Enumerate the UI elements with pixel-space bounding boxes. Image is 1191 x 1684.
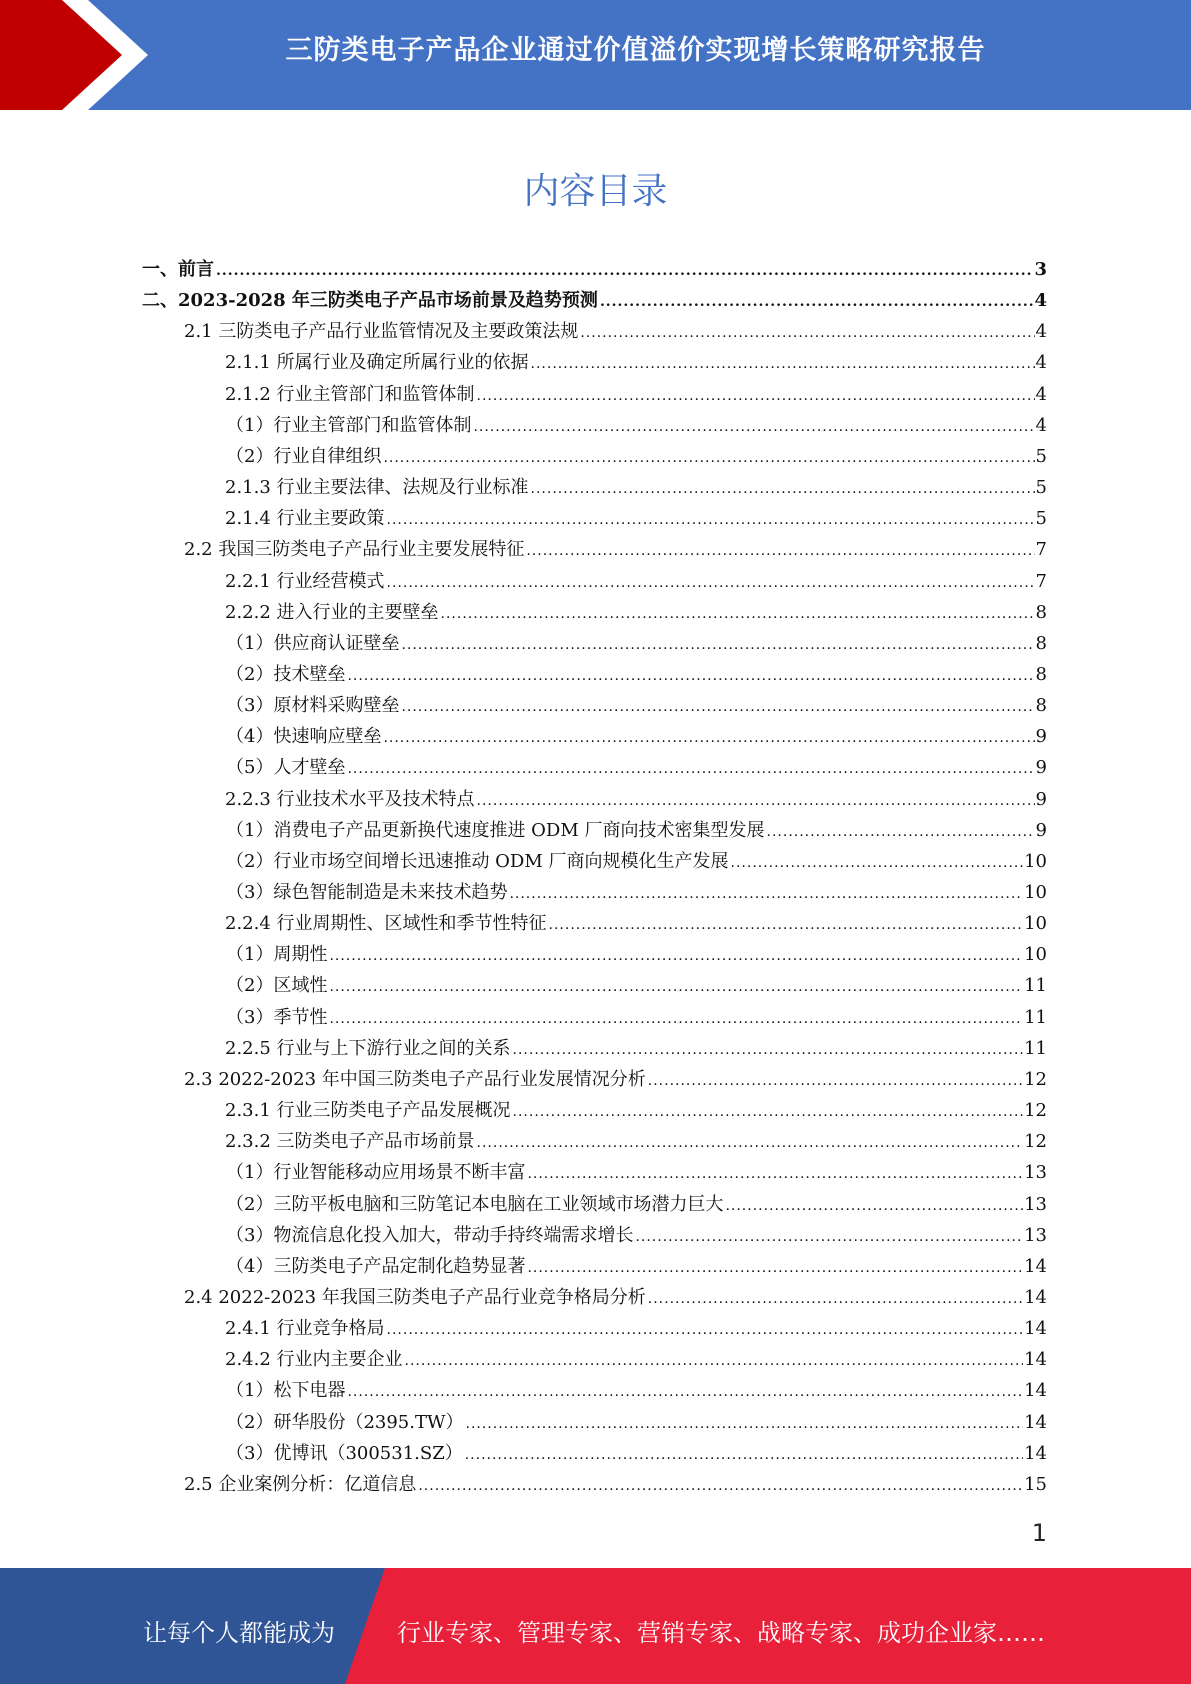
toc-entry[interactable] <box>226 815 1047 846</box>
toc-entry-label: （2）技术壁垒 <box>226 663 346 685</box>
toc-entry-label: （4）快速响应壁垒 <box>226 726 382 748</box>
toc-entry[interactable] <box>226 690 1047 721</box>
toc-dot-leader <box>526 536 1034 567</box>
toc-entry-label: 2.1.3 行业主要法律、法规及行业标准 <box>225 477 529 499</box>
toc-dot-leader <box>531 474 1035 505</box>
toc-entry-label: （1）消费电子产品更新换代速度推进 ODM 厂商向技术密集型发展 <box>226 819 765 841</box>
toc-entry-label: （2）行业市场空间增长迅速推动 ODM 厂商向规模化生产发展 <box>226 850 729 872</box>
toc-entry-label: 2.3.1 行业三防类电子产品发展概况 <box>225 1100 511 1122</box>
toc-dot-leader <box>401 692 1034 723</box>
toc-entry-label: （1）供应商认证壁垒 <box>226 632 400 654</box>
toc-dot-leader <box>387 505 1035 536</box>
toc-entry[interactable] <box>226 1189 1047 1220</box>
page-footer <box>0 1568 1191 1684</box>
toc-entry-label: 2.2.1 行业经营模式 <box>225 570 385 592</box>
toc-entry-page: 4 <box>1035 352 1047 374</box>
toc-entry-label: （3）原材料采购壁垒 <box>226 695 400 717</box>
toc-dot-leader <box>600 287 1034 318</box>
toc-dot-leader <box>347 661 1034 692</box>
toc-entry-page: 13 <box>1024 1193 1047 1215</box>
page-header <box>0 0 1191 110</box>
toc-entry-label: 2.2.5 行业与上下游行业之间的关系 <box>225 1037 511 1059</box>
toc-entry-label: （3）季节性 <box>226 1006 328 1028</box>
report-title: 三防类电子产品企业通过价值溢价实现增长策略研究报告 <box>285 35 986 66</box>
toc-entry[interactable] <box>226 939 1047 970</box>
toc-entry-page: 14 <box>1024 1349 1047 1371</box>
toc-dot-leader <box>466 1409 1024 1440</box>
toc-entry[interactable] <box>226 659 1047 690</box>
toc-dot-leader <box>387 568 1035 599</box>
toc-entry-label: 二、2023-2028 年三防类电子产品市场前景及趋势预测 <box>142 290 598 312</box>
toc-entry-page: 9 <box>1035 757 1047 779</box>
toc-entry-page: 8 <box>1035 632 1047 654</box>
toc-dot-leader <box>383 443 1034 474</box>
toc-heading: 内容目录 <box>523 171 668 212</box>
toc-dot-leader <box>329 941 1023 972</box>
toc-entry-label: （1）松下电器 <box>226 1380 346 1402</box>
toc-dot-leader <box>329 972 1023 1003</box>
toc-entry-page: 9 <box>1035 819 1047 841</box>
toc-entry-page: 7 <box>1035 570 1047 592</box>
toc-entry-page: 8 <box>1035 601 1047 623</box>
toc-entry-page: 7 <box>1035 539 1047 561</box>
toc-dot-leader <box>509 879 1023 910</box>
toc-entry-label: 2.1.2 行业主管部门和监管体制 <box>225 383 475 405</box>
toc-dot-leader <box>635 1222 1023 1253</box>
toc-entry-label: 2.2 我国三防类电子产品行业主要发展特征 <box>184 539 525 561</box>
toc-entry[interactable] <box>225 1344 1047 1375</box>
toc-entry[interactable] <box>225 1095 1047 1126</box>
toc-entry-page: 15 <box>1024 1473 1047 1495</box>
toc-entry-page: 4 <box>1035 321 1047 343</box>
toc-entry-page: 10 <box>1024 882 1047 903</box>
toc-dot-leader <box>383 723 1034 754</box>
toc-entry[interactable] <box>226 1438 1047 1469</box>
toc-entry[interactable] <box>226 1375 1047 1406</box>
toc-dot-leader <box>216 256 1033 287</box>
toc-entry-page: 13 <box>1024 1224 1047 1246</box>
toc-entry-label: （4）三防类电子产品定制化趋势显著 <box>226 1255 526 1277</box>
toc-entry[interactable] <box>225 784 1047 815</box>
toc-entry-page: 8 <box>1035 663 1047 685</box>
toc-entry-page: 12 <box>1024 1100 1047 1122</box>
toc-entry-label: （2）研华股份（2395.TW） <box>226 1411 464 1433</box>
toc-entry[interactable] <box>226 628 1047 659</box>
toc-entry-page: 11 <box>1024 1037 1047 1059</box>
toc-entry-page: 9 <box>1035 726 1047 748</box>
toc-entry-page: 14 <box>1024 1318 1047 1340</box>
toc-dot-leader <box>347 1377 1023 1408</box>
toc-dot-leader <box>580 318 1034 349</box>
toc-entry-page: 4 <box>1035 414 1047 436</box>
toc-entry-label: 2.2.2 进入行业的主要壁垒 <box>225 601 439 623</box>
toc-entry-label: 2.1.4 行业主要政策 <box>225 508 385 530</box>
toc-entry-label: 2.2.3 行业技术水平及技术特点 <box>225 788 475 810</box>
toc-entry-label: 2.4.1 行业竞争格局 <box>225 1318 385 1340</box>
toc-entry-page: 4 <box>1034 290 1047 312</box>
toc-entry[interactable] <box>226 721 1047 752</box>
toc-dot-leader <box>347 754 1034 785</box>
toc-entry[interactable] <box>225 597 1047 628</box>
toc-entry-page: 10 <box>1024 944 1047 966</box>
toc-entry[interactable] <box>226 1157 1047 1188</box>
toc-entry-page: 13 <box>1024 1162 1047 1184</box>
page-number: 1 <box>1031 1519 1047 1547</box>
toc-dot-leader <box>527 1159 1023 1190</box>
toc-dot-leader <box>329 1004 1023 1035</box>
toc-entry-label: 2.1.1 所属行业及确定所属行业的依据 <box>225 352 529 374</box>
toc-entry-label: 2.2.4 行业周期性、区域性和季节性特征 <box>225 913 547 935</box>
toc-dot-leader <box>531 349 1035 380</box>
footer-slogan-left: 让每个人都能成为 <box>143 1619 335 1647</box>
toc-entry-label: （3）物流信息化投入加大，带动手持终端需求增长 <box>226 1224 634 1246</box>
toc-dot-leader <box>725 1191 1023 1222</box>
toc-entry-label: （2）区域性 <box>226 975 328 997</box>
toc-dot-leader <box>513 1035 1024 1066</box>
toc-entry[interactable] <box>226 410 1047 441</box>
toc-dot-leader <box>477 381 1035 412</box>
toc-entry[interactable] <box>225 908 1047 939</box>
toc-entry-page: 14 <box>1024 1286 1047 1308</box>
toc-entry-page: 14 <box>1024 1380 1047 1402</box>
toc-entry-label: （1）行业主管部门和监管体制 <box>226 414 472 436</box>
toc-entry[interactable] <box>184 1282 1047 1313</box>
toc-entry[interactable] <box>226 877 1047 908</box>
toc-entry-label: 2.3.2 三防类电子产品市场前景 <box>225 1131 475 1153</box>
toc-entry-label: （3）优博讯（300531.SZ） <box>226 1442 463 1464</box>
toc-entry[interactable] <box>225 472 1047 503</box>
footer-slogan-right: 行业专家、管理专家、营销专家、战略专家、成功企业家…… <box>397 1619 1045 1647</box>
toc-entry[interactable] <box>225 379 1047 410</box>
toc-dot-leader <box>648 1284 1023 1315</box>
toc-entry[interactable] <box>184 1469 1047 1500</box>
toc-entry-label: （3）绿色智能制造是未来技术趋势 <box>226 882 508 903</box>
toc-entry-page: 5 <box>1035 477 1047 499</box>
toc-entry[interactable] <box>226 970 1047 1001</box>
toc-entry[interactable] <box>142 254 1047 285</box>
toc-entry-page: 3 <box>1034 259 1047 280</box>
toc-entry[interactable] <box>184 1064 1047 1095</box>
toc-entry-page: 14 <box>1024 1255 1047 1277</box>
toc-entry-page: 14 <box>1024 1442 1047 1464</box>
toc-entry-page: 11 <box>1024 975 1047 997</box>
toc-dot-leader <box>405 1346 1024 1377</box>
toc-dot-leader <box>477 786 1035 817</box>
toc-entry-label: （5）人才壁垒 <box>226 757 346 779</box>
toc-entry[interactable] <box>226 1407 1047 1438</box>
toc-dot-leader <box>513 1097 1024 1128</box>
toc-dot-leader <box>441 599 1035 630</box>
toc-entry-page: 5 <box>1035 508 1047 530</box>
toc-dot-leader <box>387 1315 1024 1346</box>
toc-entry-label: 2.5 企业案例分析：亿道信息 <box>184 1473 417 1495</box>
toc-entry-page: 12 <box>1024 1131 1047 1153</box>
toc-entry-label: （2）行业自律组织 <box>226 445 382 467</box>
toc-entry-page: 11 <box>1024 1006 1047 1028</box>
toc-entry[interactable] <box>225 347 1047 378</box>
toc-entry[interactable] <box>226 1251 1047 1282</box>
toc-entry-page: 10 <box>1024 913 1047 935</box>
toc-entry[interactable] <box>226 441 1047 472</box>
toc-entry[interactable] <box>142 285 1047 316</box>
toc-dot-leader <box>549 910 1024 941</box>
toc-entry-page: 12 <box>1024 1068 1047 1090</box>
toc-entry[interactable] <box>225 1033 1047 1064</box>
toc-entry[interactable] <box>184 316 1047 347</box>
toc-dot-leader <box>418 1471 1023 1502</box>
toc-entry-page: 4 <box>1035 383 1047 405</box>
toc-dot-leader <box>465 1440 1023 1471</box>
toc-entry-label: （2）三防平板电脑和三防笔记本电脑在工业领域市场潜力巨大 <box>226 1193 724 1215</box>
toc-dot-leader <box>477 1128 1024 1159</box>
toc-entry-label: 2.1 三防类电子产品行业监管情况及主要政策法规 <box>184 321 579 343</box>
toc-entry[interactable] <box>226 846 1047 877</box>
toc-dot-leader <box>731 848 1024 879</box>
toc-entry[interactable] <box>226 752 1047 783</box>
toc-entry[interactable] <box>226 1002 1047 1033</box>
toc-entry[interactable] <box>225 1126 1047 1157</box>
toc-entry-label: 一、前言 <box>142 259 214 280</box>
toc-entry-label: 2.4 2022-2023 年我国三防类电子产品行业竞争格局分析 <box>184 1286 646 1308</box>
toc-entry[interactable] <box>225 1313 1047 1344</box>
toc-entry[interactable] <box>184 534 1047 565</box>
toc-dot-leader <box>401 630 1034 661</box>
toc-entry-label: （1）周期性 <box>226 944 328 966</box>
toc-entry-label: 2.4.2 行业内主要企业 <box>225 1349 403 1371</box>
toc-entry-page: 9 <box>1035 788 1047 810</box>
toc-dot-leader <box>767 817 1035 848</box>
toc-entry-page: 5 <box>1035 445 1047 467</box>
toc-dot-leader <box>473 412 1034 443</box>
toc-entry[interactable] <box>226 1220 1047 1251</box>
toc-entry-label: 2.3 2022-2023 年中国三防类电子产品行业发展情况分析 <box>184 1068 646 1090</box>
toc-entry-page: 8 <box>1035 695 1047 717</box>
toc-entry-page: 10 <box>1024 850 1047 872</box>
toc-entry[interactable] <box>225 503 1047 534</box>
toc-dot-leader <box>527 1253 1023 1284</box>
toc-entry-label: （1）行业智能移动应用场景不断丰富 <box>226 1162 526 1184</box>
toc-entry[interactable] <box>225 566 1047 597</box>
toc-entry-page: 14 <box>1024 1411 1047 1433</box>
toc-dot-leader <box>648 1066 1023 1097</box>
